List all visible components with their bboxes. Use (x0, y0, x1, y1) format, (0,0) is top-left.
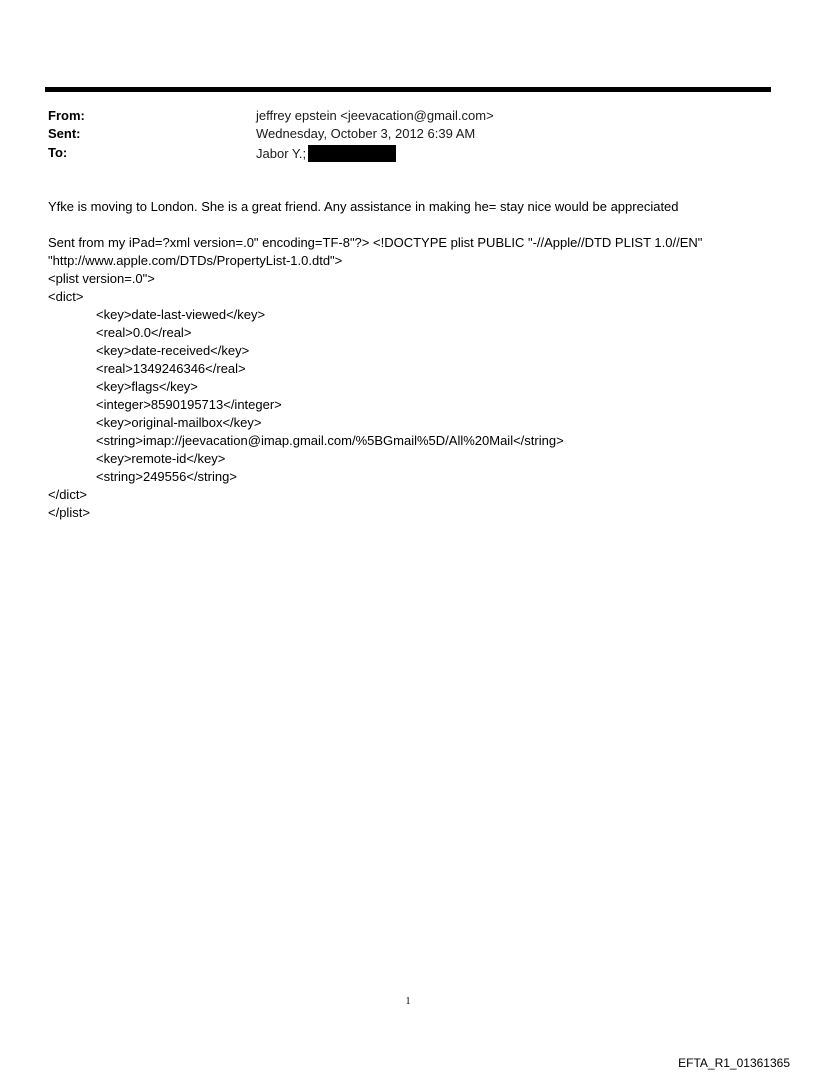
dict-line: <real>1349246346</real> (96, 361, 246, 376)
dict-line: <key>date-last-viewed</key> (96, 307, 266, 322)
to-field (256, 145, 396, 162)
dict-line: <key>original-mailbox</key> (96, 415, 262, 430)
dict-line: <key>date-received</key> (96, 343, 250, 358)
from-value: jeffrey epstein <jeevacation@gmail.com> (256, 108, 494, 123)
sent-label: Sent: (48, 126, 81, 141)
page-number: 1 (405, 996, 411, 1007)
dict-line: <string>imap://jeevacation@imap.gmail.com/%5BGmail%5D/All%20Mail</string> (96, 433, 564, 448)
closing-line: </dict> (48, 487, 88, 502)
closing-line: </plist> (48, 505, 90, 520)
dict-line: <key>flags</key> (96, 379, 198, 394)
redaction-box (308, 145, 396, 162)
from-label: From: (48, 108, 85, 123)
dict-line: <real>0.0</real> (96, 325, 192, 340)
header-rule (45, 87, 771, 92)
bates-number: EFTA_R1_01361365 (678, 1056, 790, 1070)
sent-value: Wednesday, October 3, 2012 6:39 AM (256, 126, 476, 141)
to-value: Jabor Y.; (256, 146, 307, 161)
dict-line: <string>249556</string> (96, 469, 237, 484)
to-label: To: (48, 145, 68, 160)
dict-line: <key>remote-id</key> (96, 451, 226, 466)
signature-line: Sent from my iPad=?xml version=.0" encoding=TF-8"?> <!DOCTYPE plist PUBLIC "-//Apple//DTD PLIST 1.0//EN" (48, 235, 703, 250)
signature-line: <plist version=.0"> (48, 271, 155, 286)
dict-line: <integer>8590195713</integer> (96, 397, 282, 412)
signature-line: <dict> (48, 289, 84, 304)
signature-line: "http://www.apple.com/DTDs/PropertyList-1.0.dtd"> (48, 253, 343, 268)
message-text: Yfke is moving to London. She is a great friend. Any assistance in making he= stay nice would be appreciated (48, 199, 679, 214)
